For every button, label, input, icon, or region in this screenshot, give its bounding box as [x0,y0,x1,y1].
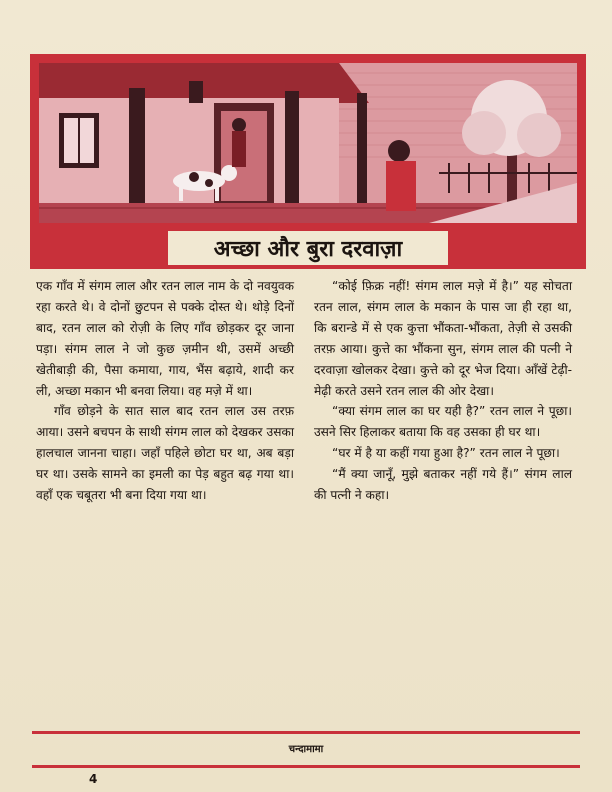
story-banner [30,54,586,269]
paragraph: “क्या संगम लाल का घर यही है?” रतन लाल ने पूछा। उसने सिर हिलाकर बताया कि वह उसका ही घर था। [314,404,572,440]
page-number: 4 [89,772,98,786]
footer-magazine-name: चन्दामामा [288,744,324,755]
left-text-column [36,276,294,506]
paragraph: गाँव छोड़ने के सात साल बाद रतन लाल उस तरफ़ आया। उसने बचपन के साथी संगम लाल को देखकर उसका हालचाल जानना चाहा। जहाँ पहिले छोटा घर था, अब बड़ा घर था। उसके सामने का इमली का पेड़ बहुत बढ़ गया था। वहाँ एक चबूतरा भी बना दिया गया था। [36,404,294,503]
paragraph: “मैं क्या जानूँ, मुझे बताकर नहीं गये हैं।” संगम लाल की पत्नी ने कहा। [314,467,572,503]
title-strip [30,223,586,269]
story-title: अच्छा और बुरा दरवाज़ा [213,237,403,262]
paragraph: “घर में है या कहीं गया हुआ है?” रतन लाल ने पूछा। [332,446,560,461]
story-illustration [39,63,577,223]
footer-rule-top [32,731,580,734]
village-house-illustration [39,63,577,223]
right-text-column [314,276,572,506]
paragraph: एक गाँव में संगम लाल और रतन लाल नाम के दो नवयुवक रहा करते थे। वे दोनों छुटपन से पक्के दोस्त थे। थोड़े दिनों बाद, रतन लाल को रोज़ी के लिए गाँव छोड़कर दूर जाना पड़ा। संगम लाल ने जो कुछ ज़मीन थी, उसमें अच्छी खेतीबाड़ी की, पैसा कमाया, गाय, भैंस बढ़ाये, शादी कर ली, अच्छा मकान भी बनवा लिया। वह मज़े में था। [36,279,294,398]
footer-rule-bottom [32,765,580,768]
story-title-box [168,231,448,265]
paragraph: “कोई फ़िक्र नहीं! संगम लाल मज़े में है।” यह सोचता रतन लाल, संगम लाल के मकान के पास जा ही रहा था, कि बरान्डे में से एक कुत्ता भौंकता-भौंकता, तेज़ी से उसकी तरफ़ आया। कुत्ते का भौंकना सुन, संगम लाल की पत्नी ने दरवाज़ा खोलकर देखा। कुत्ते को दूर भेज दिया। आँखें टेढ़ी-मेढ़ी करते उसने रतन लाल की ओर देखा। [314,279,572,398]
